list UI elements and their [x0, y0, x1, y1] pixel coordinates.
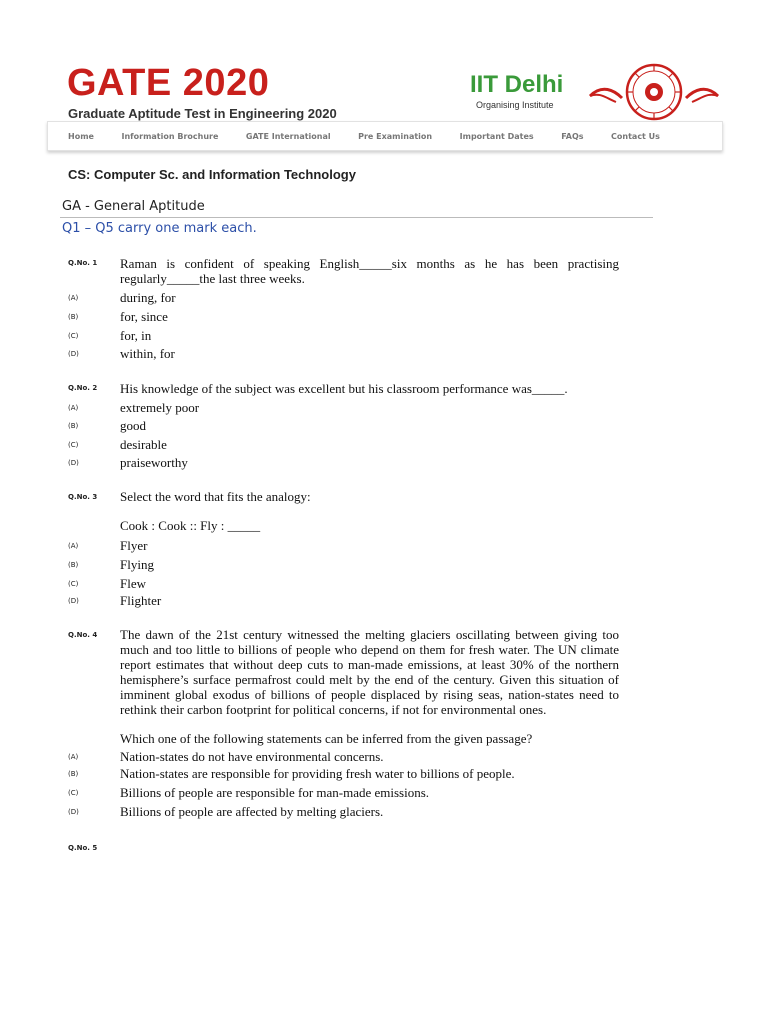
question-1-option-d-letter: (D) [68, 350, 79, 358]
iit-delhi-logo-icon [588, 62, 720, 122]
question-2-label: Q.No. 2 [68, 384, 98, 392]
question-1-option-b-letter: (B) [68, 313, 79, 321]
nav-important-dates[interactable]: Important Dates [459, 131, 534, 141]
paper-course-title: CS: Computer Sc. and Information Technology [68, 167, 356, 182]
question-1-label: Q.No. 1 [68, 259, 98, 267]
question-3-option-a: Flyer [120, 538, 148, 553]
question-4-option-d-letter: (D) [68, 808, 79, 816]
question-1-text: Raman is confident of speaking English_____six months as he has been practising regularly_____the last three weeks. [120, 256, 619, 286]
nav-faqs[interactable]: FAQs [561, 131, 584, 141]
question-2-option-a: extremely poor [120, 400, 200, 415]
question-2-option-a-letter: (A) [68, 404, 79, 412]
question-2-option-b-letter: (B) [68, 422, 79, 430]
nav-pre-examination[interactable]: Pre Examination [358, 131, 433, 141]
question-3-option-a-letter: (A) [68, 542, 79, 550]
section-marks-note: Q1 – Q5 carry one mark each. [62, 221, 257, 236]
question-4-option-a: Nation-states do not have environmental concerns. [120, 749, 384, 764]
question-3-option-c: Flew [120, 576, 146, 591]
question-4-option-a-letter: (A) [68, 753, 79, 761]
question-5-label: Q.No. 5 [68, 844, 98, 852]
question-4-option-d: Billions of people are affected by melting glaciers. [120, 804, 384, 819]
question-2-option-c-letter: (C) [68, 441, 79, 449]
question-4-label: Q.No. 4 [68, 631, 98, 639]
question-1-option-c: for, in [120, 328, 152, 343]
question-2-option-d: praiseworthy [120, 455, 188, 470]
site-subtitle: Graduate Aptitude Test in Engineering 2020 [68, 106, 337, 121]
nav-contact-us[interactable]: Contact Us [611, 131, 660, 141]
question-3-option-b: Flying [120, 557, 154, 572]
question-1-option-a-letter: (A) [68, 294, 79, 302]
section-divider [60, 217, 653, 218]
question-3-option-b-letter: (B) [68, 561, 79, 569]
question-3-label: Q.No. 3 [68, 493, 98, 501]
question-4-option-c-letter: (C) [68, 789, 79, 797]
site-title[interactable]: GATE 2020 [67, 62, 270, 104]
nav-gate-international[interactable]: GATE International [245, 131, 331, 141]
main-navigation [47, 121, 723, 151]
question-1-option-d: within, for [120, 346, 175, 361]
question-3-analogy: Cook : Cook :: Fly : _____ [120, 518, 261, 533]
organising-institute-caption: Organising Institute [476, 100, 554, 110]
question-3-option-c-letter: (C) [68, 580, 79, 588]
question-4-option-c: Billions of people are responsible for man-made emissions. [120, 785, 430, 800]
question-1-option-c-letter: (C) [68, 332, 79, 340]
question-4-prompt: Which one of the following statements can be inferred from the given passage? [120, 731, 533, 746]
question-2-option-d-letter: (D) [68, 459, 79, 467]
question-2-text: His knowledge of the subject was excellent but his classroom performance was_____. [120, 381, 568, 396]
question-2-option-c: desirable [120, 437, 167, 452]
question-2-option-b: good [120, 418, 146, 433]
nav-information-brochure[interactable]: Information Brochure [121, 131, 219, 141]
site-header [0, 0, 768, 160]
question-3-text: Select the word that fits the analogy: [120, 489, 311, 504]
question-3-option-d-letter: (D) [68, 597, 79, 605]
question-3-option-d: Flighter [120, 593, 162, 608]
question-4-passage: The dawn of the 21st century witnessed the melting glaciers oscillating between giving too much and too little to billions of people who depend on them for fresh water. The UN climate report estimates that without deep cuts to man-made emissions, at least 30% of the northern hemisphere’s surface permafrost could melt by the end of the century. Given this situation of imminent global exodus of billions of people displaced by rising seas, nation-states need to rethink their carbon footprint for political concerns, if not for environmental ones. [120, 627, 619, 717]
question-1-option-a: during, for [120, 290, 176, 305]
section-title: GA - General Aptitude [62, 199, 205, 214]
question-1-option-b: for, since [120, 309, 168, 324]
question-4-option-b-letter: (B) [68, 770, 79, 778]
question-4-option-b: Nation-states are responsible for providing fresh water to billions of people. [120, 766, 515, 781]
organising-institute-name[interactable]: IIT Delhi [470, 71, 564, 98]
nav-home[interactable]: Home [68, 131, 94, 141]
